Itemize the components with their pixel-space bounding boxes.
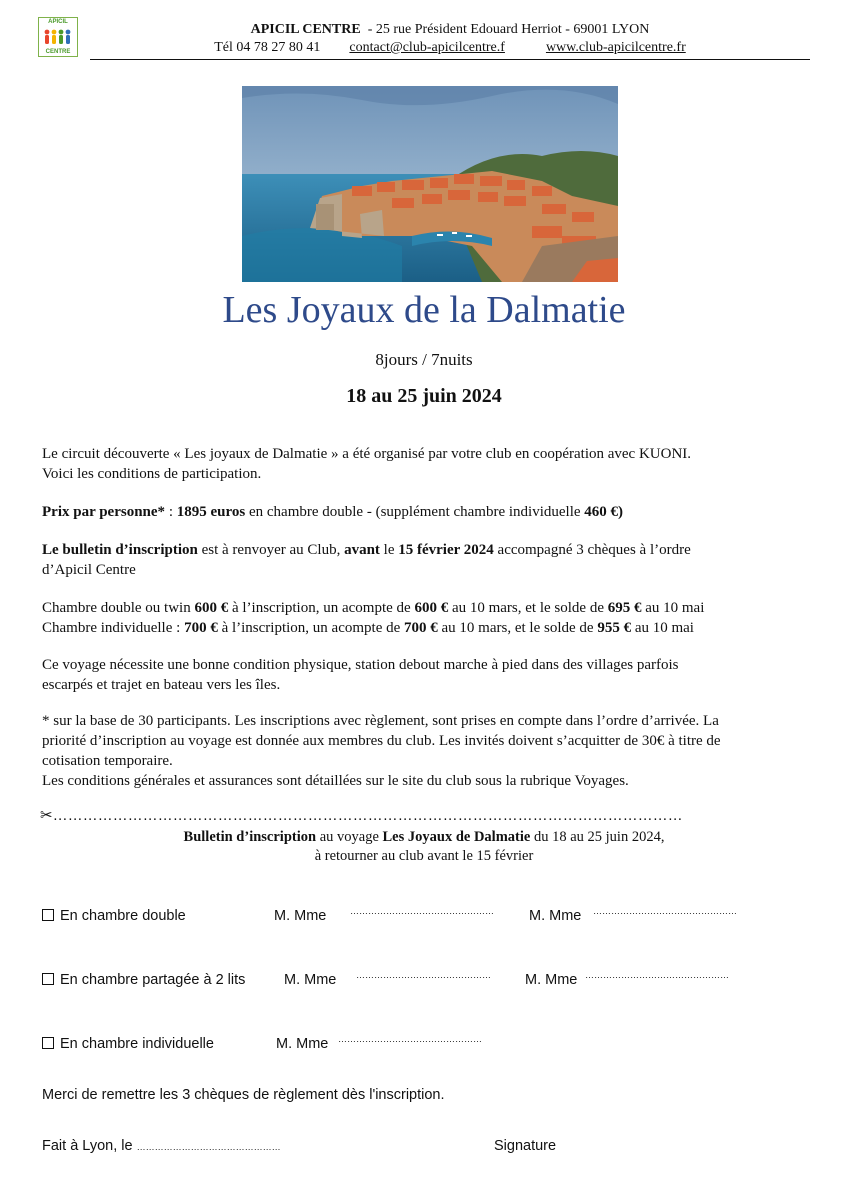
bulletin-text: au voyage bbox=[316, 829, 383, 845]
intro-line: Le circuit découverte « Les joyaux de Dalmatie » a été organisé par votre club en coopération avec KUONI. bbox=[42, 446, 692, 462]
shared-room-label: En chambre partagée à 2 lits bbox=[60, 972, 246, 988]
coastal-town-image-icon bbox=[242, 86, 618, 282]
name-label: M. Mme bbox=[276, 1036, 329, 1052]
logo-text-bottom: CENTRE bbox=[45, 49, 71, 55]
payments-paragraph bbox=[42, 598, 812, 638]
name-field-double-1[interactable] bbox=[274, 908, 326, 924]
intro-line: Voici les conditions de participation. bbox=[42, 466, 262, 482]
name-label: M. Mme bbox=[284, 972, 337, 988]
payment-single-line: Chambre individuelle : 700 € à l’inscription, un acompte de 700 € au 10 mars, et le solde de 955 € au 10 mai bbox=[42, 620, 694, 636]
trip-dates: 18 au 25 juin 2024 bbox=[346, 385, 502, 407]
payment-double-line: Chambre double ou twin 600 € à l’inscription, un acompte de 600 € au 10 mars, et le solde de 695 € au 10 mai bbox=[42, 600, 705, 616]
bulletin-bold: Bulletin d’inscription bbox=[183, 829, 317, 845]
email-link[interactable]: contact@club-apicilcentre.f bbox=[349, 40, 505, 55]
price-paragraph bbox=[42, 502, 812, 522]
name-dots: ………………………………………… bbox=[593, 906, 737, 916]
trip-duration: 8jours / 7nuits bbox=[375, 350, 473, 369]
price-text: en chambre double - (supplément chambre individuelle bbox=[245, 504, 585, 520]
place-date-field[interactable] bbox=[42, 1138, 281, 1154]
fitness-line: Ce voyage nécessite une bonne condition physique, station debout marche à pied dans des villages parfois bbox=[42, 657, 679, 673]
org-name: APICIL CENTRE bbox=[250, 22, 361, 37]
logo-text-top: APICIL bbox=[48, 19, 68, 25]
form-row-double bbox=[42, 908, 186, 924]
registration-deadline: 15 février 2024 bbox=[398, 542, 494, 558]
notes-line: Les conditions générales et assurances sont détaillées sur le site du club sous la rubrique Voyages. bbox=[42, 773, 629, 789]
form-row-shared bbox=[42, 972, 245, 988]
name-field-double-2[interactable] bbox=[529, 908, 581, 924]
phone-number: Tél 04 78 27 80 41 bbox=[214, 40, 321, 55]
bulletin-deadline: à retourner au club avant le 15 février bbox=[314, 848, 534, 864]
registration-text: le bbox=[379, 542, 399, 558]
notes-paragraph bbox=[42, 711, 812, 791]
price-amount: 1895 euros bbox=[176, 504, 246, 520]
header-divider bbox=[90, 59, 810, 60]
name-dots: ………………………………………… bbox=[350, 906, 494, 916]
double-room-label: En chambre double bbox=[60, 908, 186, 924]
people-logo-icon bbox=[42, 28, 74, 46]
single-room-checkbox[interactable] bbox=[42, 1037, 54, 1049]
org-address: - 25 rue Président Edouard Herriot - 69001 LYON bbox=[367, 22, 650, 37]
shared-room-checkbox[interactable] bbox=[42, 973, 54, 985]
bulletin-trip-name: Les Joyaux de Dalmatie bbox=[382, 829, 531, 845]
name-dots: ………………………………………… bbox=[338, 1034, 482, 1044]
registration-paragraph bbox=[42, 540, 812, 580]
cut-line: ✂……………………………………………………………………………………………………………… bbox=[40, 807, 683, 824]
cheques-instruction: Merci de remettre les 3 chèques de règlement dès l'inscription. bbox=[42, 1087, 445, 1103]
price-label: Prix par personne* bbox=[42, 504, 166, 520]
name-label: M. Mme bbox=[525, 972, 578, 988]
form-row-single bbox=[42, 1036, 214, 1052]
registration-text: accompagné 3 chèques à l’ordre bbox=[493, 542, 691, 558]
dubrovnik-photo bbox=[242, 86, 618, 282]
website-link[interactable]: www.club-apicilcentre.fr bbox=[545, 40, 686, 55]
fitness-line: escarpés et trajet en bateau vers les îles. bbox=[42, 677, 281, 693]
fitness-paragraph bbox=[42, 655, 812, 695]
name-field-shared-1[interactable] bbox=[284, 972, 336, 988]
price-supplement: 460 €) bbox=[584, 504, 624, 520]
place-label: Fait à Lyon, le bbox=[42, 1138, 137, 1154]
registration-text: est à renvoyer au Club, bbox=[197, 542, 345, 558]
registration-bold: Le bulletin d’inscription bbox=[42, 542, 198, 558]
trip-title: Les Joyaux de la Dalmatie bbox=[222, 289, 626, 331]
notes-line: cotisation temporaire. bbox=[42, 753, 173, 769]
signature-label: Signature bbox=[494, 1138, 557, 1154]
registration-bold: avant bbox=[344, 542, 380, 558]
name-label: M. Mme bbox=[529, 908, 582, 924]
name-dots: ……………………………………… bbox=[356, 970, 491, 980]
bulletin-text: du 18 au 25 juin 2024, bbox=[530, 829, 665, 845]
single-room-label: En chambre individuelle bbox=[60, 1036, 214, 1052]
price-separator: : bbox=[165, 504, 177, 520]
name-field-single[interactable] bbox=[276, 1036, 328, 1052]
date-dots: ………………………………………… bbox=[136, 1142, 281, 1152]
name-label: M. Mme bbox=[274, 908, 327, 924]
name-dots: ………………………………………… bbox=[585, 970, 729, 980]
registration-line: d’Apicil Centre bbox=[42, 562, 136, 578]
notes-line: priorité d’inscription au voyage est donnée aux membres du club. Les invités doivent s’acquitter de 30€ à titre de bbox=[42, 733, 721, 749]
club-logo bbox=[38, 17, 78, 57]
header-address-line bbox=[90, 22, 810, 38]
notes-line: * sur la base de 30 participants. Les inscriptions avec règlement, sont prises en compte dans l’ordre d’arrivée. La bbox=[42, 713, 719, 729]
double-room-checkbox[interactable] bbox=[42, 909, 54, 921]
header-contact-line bbox=[90, 40, 810, 56]
name-field-shared-2[interactable] bbox=[525, 972, 577, 988]
bulletin-heading bbox=[0, 828, 848, 866]
intro-paragraph bbox=[42, 444, 812, 484]
